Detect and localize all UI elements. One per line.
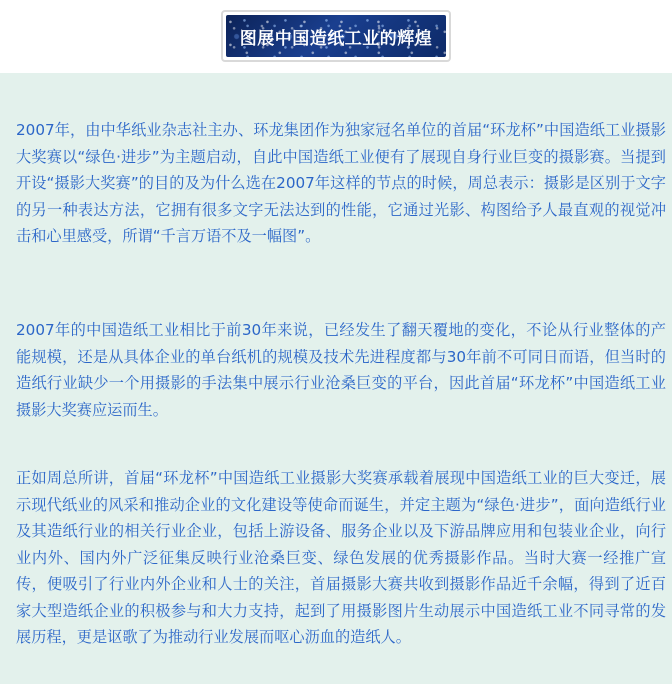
title-frame [221, 10, 451, 62]
article-panel [0, 73, 672, 684]
title-badge [226, 15, 446, 57]
page-title: 图展中国造纸工业的辉煌 [239, 28, 433, 49]
article-paragraph-1: 2007年，由中华纸业杂志社主办、环龙集团作为独家冠名单位的首届“环龙杯”中国造纸工业摄影大奖赛以“绿色·进步”为主题启动，自此中国造纸工业便有了展现自身行业巨变的摄影赛。当提到开设“摄影大奖赛”的目的及为什么选在2007年这样的节点的时候，周总表示：摄影是区别于文字的另一种表达方法，它拥有很多文字无法达到的性能，它通过光影、构图给予人最直观的视觉冲击和心里感受，所谓“千言万语不及一幅图”。 [16, 121, 666, 245]
article-paragraph-3: 正如周总所讲，首届“环龙杯”中国造纸工业摄影大奖赛承载着展现中国造纸工业的巨大变迁，展示现代纸业的风采和推动企业的文化建设等使命而诞生，并定主题为“绿色·进步”，面向造纸行业及其造纸行业的相关行业企业，包括上游设备、服务企业以及下游品牌应用和包装业企业，向行业内外、国内外广泛征集反映行业沧桑巨变、绿色发展的优秀摄影作品。当时大赛一经推广宣传，便吸引了行业内外企业和人士的关注，首届摄影大赛共收到摄影作品近千余幅，得到了近百家大型造纸企业的积极参与和大力支持，起到了用摄影图片生动展示中国造纸工业不同寻常的发展历程，更是讴歌了为推动行业发展而呕心沥血的造纸人。 [16, 469, 666, 646]
header [0, 10, 672, 70]
article-paragraph-2: 2007年的中国造纸工业相比于前30年来说，已经发生了翻天覆地的变化，不论从行业整体的产能规模，还是从具体企业的单台纸机的规模及技术先进程度都与30年前不可同日而语，但当时的造纸行业缺少一个用摄影的手法集中展示行业沧桑巨变的平台，因此首届“环龙杯”中国造纸工业摄影大奖赛应运而生。 [16, 321, 666, 419]
